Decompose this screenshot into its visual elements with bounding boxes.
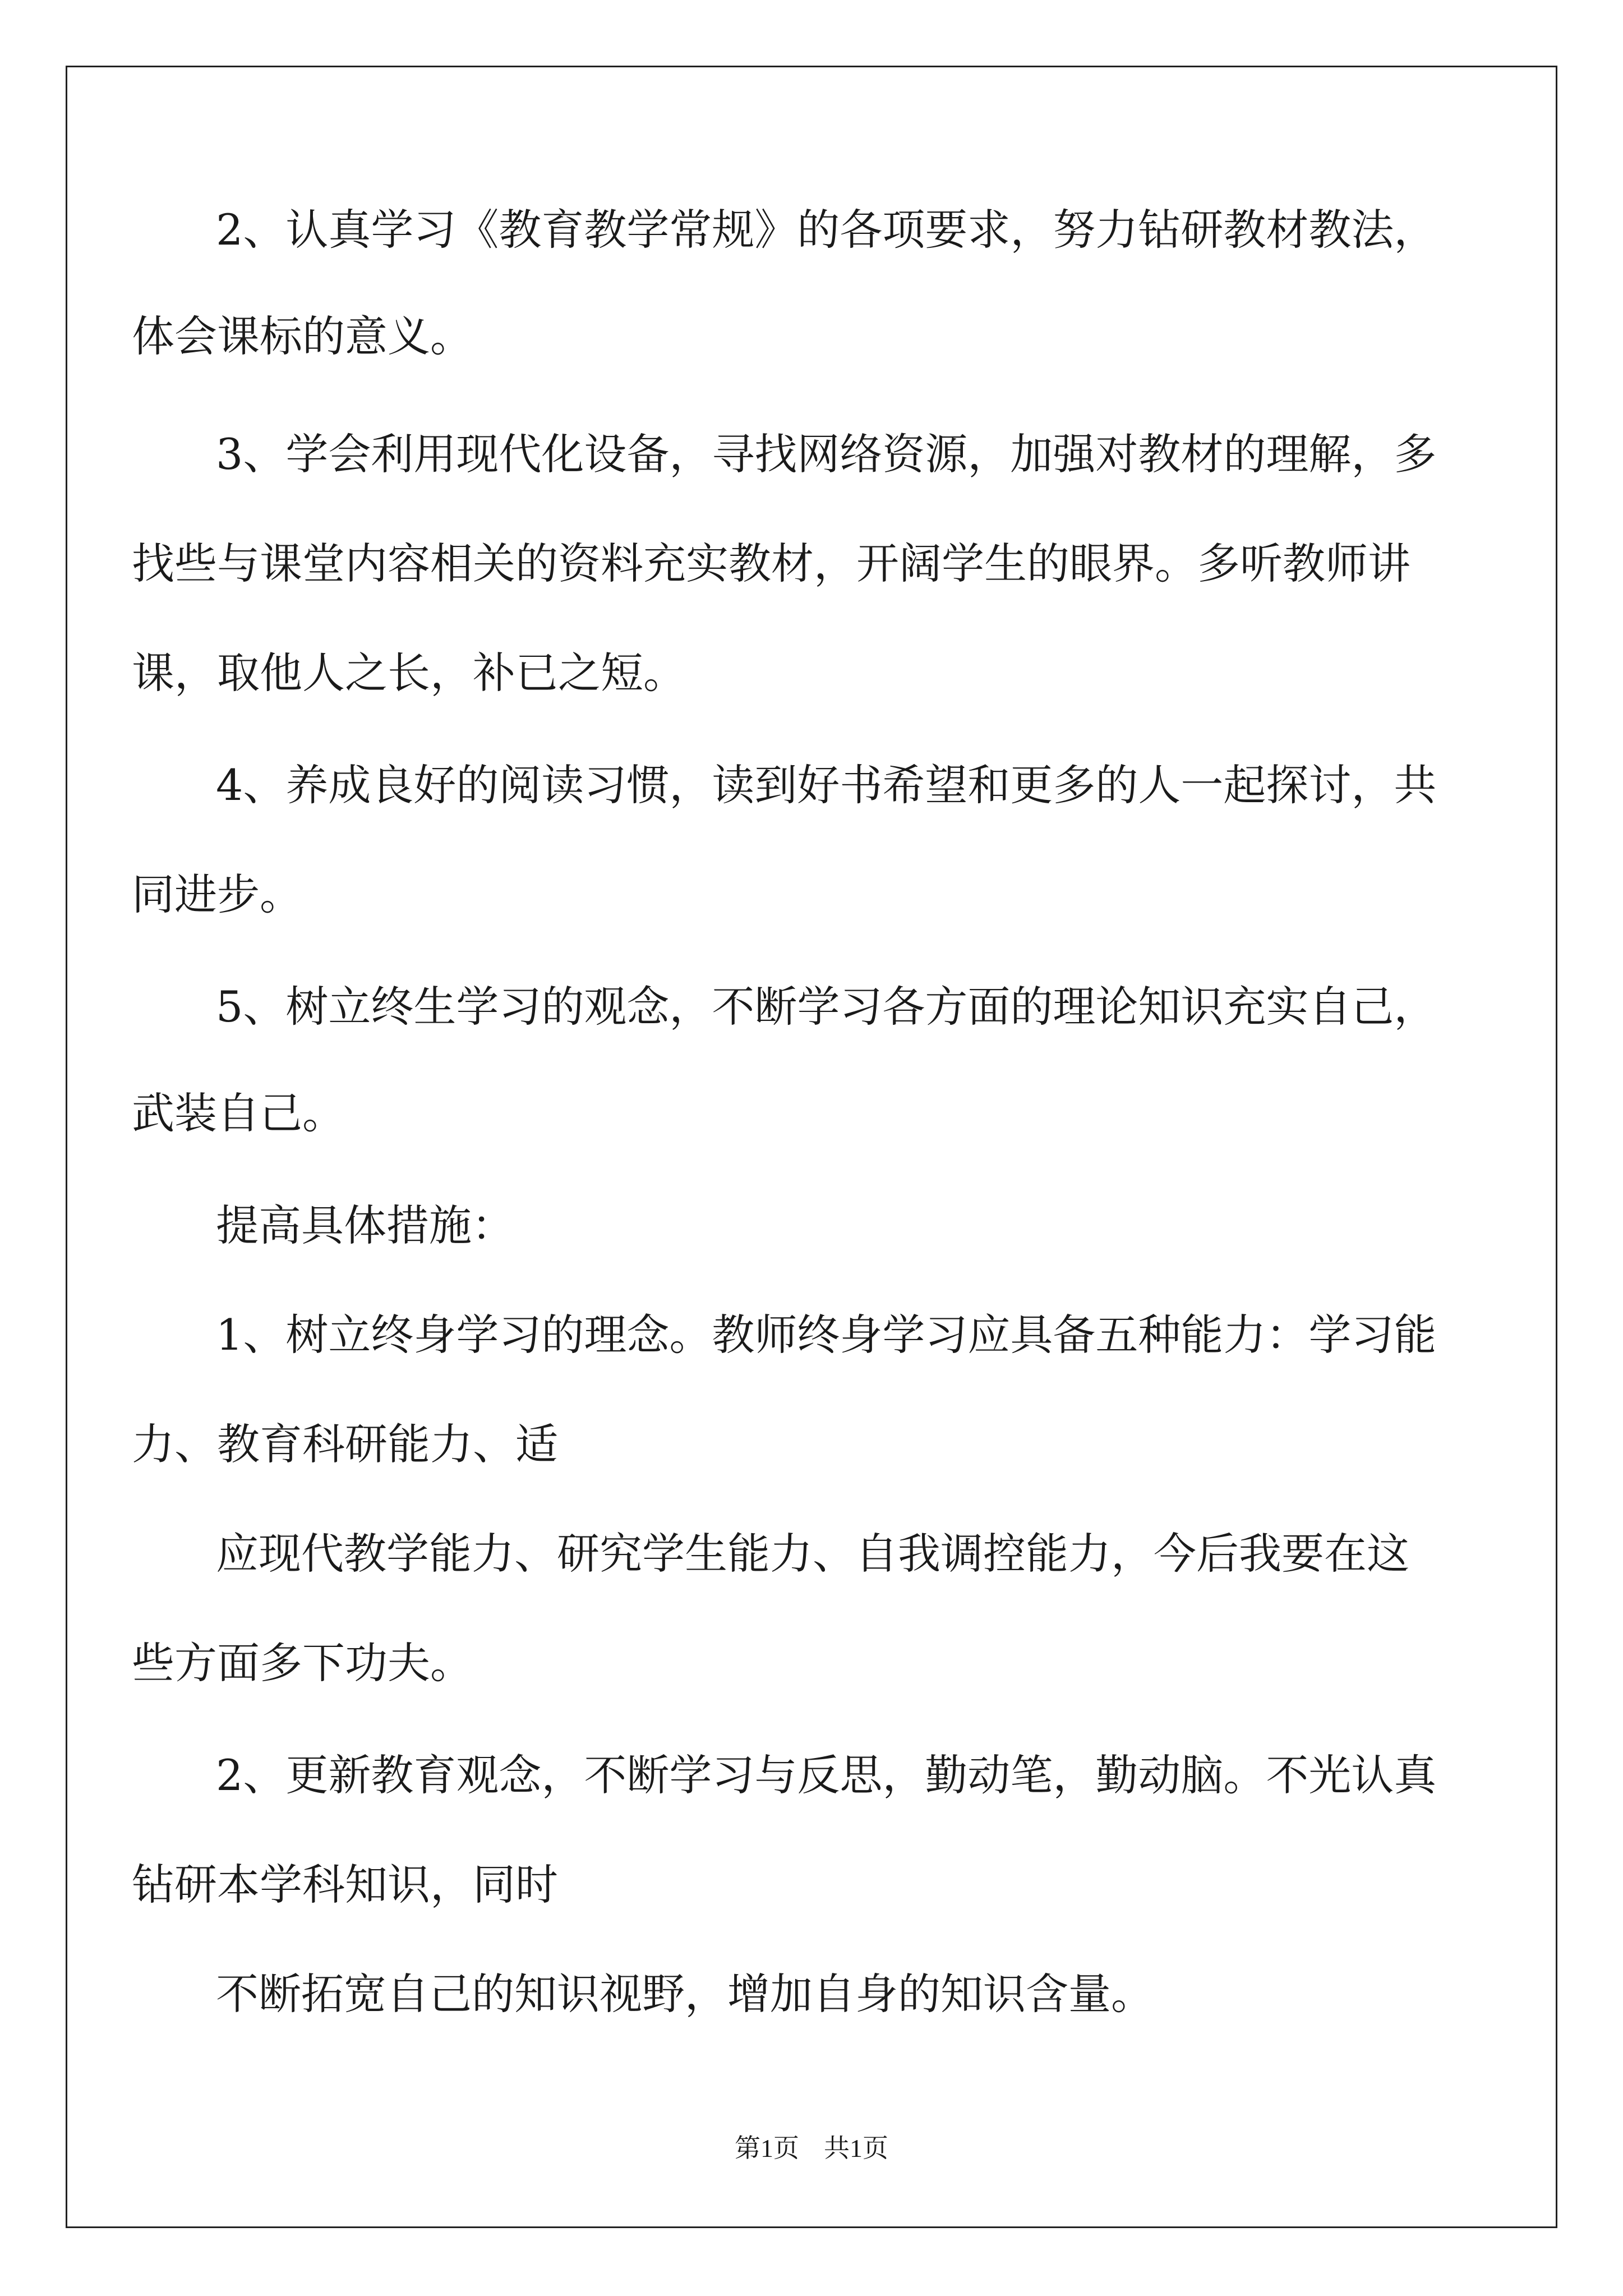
paragraph-line: 应现代教学能力、研究学生能力、自我调控能力，今后我要在这 <box>216 1529 1409 1579</box>
paragraph-line: 3、学会利用现代化设备，寻找网络资源，加强对教材的理解，多 <box>216 429 1437 479</box>
paragraph-line: 钻研本学科知识，同时 <box>132 1860 558 1910</box>
paragraph-line: 1、树立终身学习的理念。教师终身学习应具备五种能力：学习能 <box>216 1310 1437 1360</box>
page-total: 共1页 <box>824 2134 888 2162</box>
paragraph-line: 5、树立终生学习的观念，不断学习各方面的理论知识充实自己， <box>216 982 1437 1032</box>
paragraph-line: 不断拓宽自己的知识视野，增加自身的知识含量。 <box>216 1969 1154 2019</box>
paragraph-line: 同进步。 <box>132 869 302 919</box>
section-heading: 提高具体措施： <box>216 1200 514 1250</box>
paragraph-line: 课，取他人之长，补已之短。 <box>132 648 686 698</box>
paragraph-line: 体会课标的意义。 <box>132 311 473 361</box>
paragraph-line: 2、更新教育观念，不断学习与反思，勤动笔，勤动脑。不光认真 <box>216 1750 1437 1800</box>
paragraph-line: 2、认真学习《教育教学常规》的各项要求，努力钻研教材教法， <box>216 205 1437 255</box>
page-number: 第1页 <box>735 2134 799 2162</box>
paragraph-line: 4、养成良好的阅读习惯，读到好书希望和更多的人一起探讨，共 <box>216 760 1437 810</box>
paragraph-line: 些方面多下功夫。 <box>132 1638 473 1688</box>
paragraph-line: 力、教育科研能力、适 <box>132 1419 558 1469</box>
paragraph-line: 找些与课堂内容相关的资料充实教材，开阔学生的眼界。多听教师讲 <box>132 539 1410 588</box>
page-footer <box>0 2132 1623 2165</box>
paragraph-line: 武装自己。 <box>132 1088 345 1138</box>
